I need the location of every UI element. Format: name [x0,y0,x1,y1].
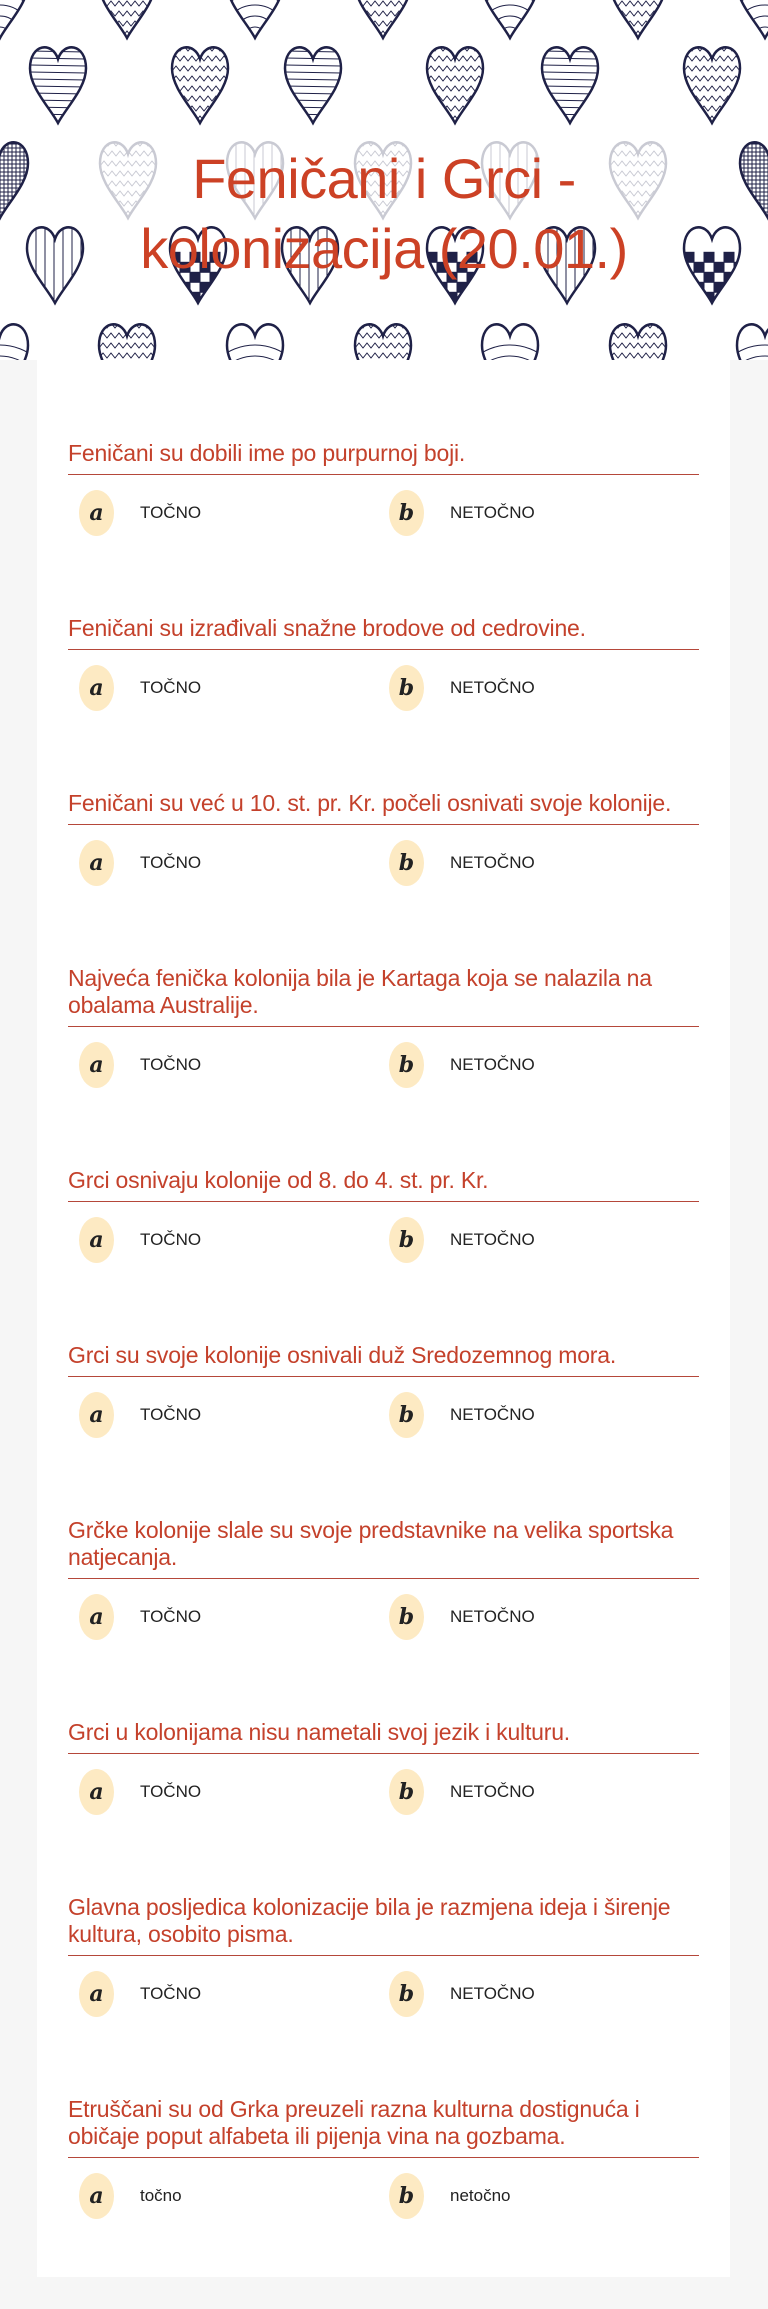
option-b-badge: b [389,490,424,536]
option-a-badge: a [79,1594,114,1640]
question-text: Grci u kolonijama nisu nametali svoj jezik i kulturu. [68,1719,699,1754]
option-a-badge: a [79,1392,114,1438]
option-a[interactable] [79,665,389,711]
question-text: Feničani su dobili ime po purpurnoj boji. [68,440,699,475]
heart-icon [610,323,666,360]
option-a[interactable] [79,1392,389,1438]
heart-icon [0,324,55,360]
question [68,790,699,886]
option-label: NETOČNO [450,1607,535,1626]
answer-options [68,665,699,711]
option-a[interactable] [79,1594,389,1640]
option-label: točno [140,2186,182,2205]
option-label: NETOČNO [450,853,535,872]
option-b-badge: b [389,665,424,711]
option-label: NETOČNO [450,1055,535,1074]
question [68,1167,699,1263]
option-a[interactable] [79,1042,389,1088]
page-title [0,144,768,284]
answer-options [68,1042,699,1088]
option-b[interactable] [389,490,699,536]
answer-options [68,1594,699,1640]
question-text: Glavna posljedica kolonizacije bila je razmjena ideja i širenje kultura, osobito pisma. [68,1894,699,1956]
option-b[interactable] [389,665,699,711]
option-a[interactable] [79,1217,389,1263]
option-label: NETOČNO [450,1782,535,1801]
option-b-badge: b [389,1594,424,1640]
question-text: Grci osnivaju kolonije od 8. do 4. st. pr. Kr. [68,1167,699,1202]
option-label: TOČNO [140,1607,202,1626]
option-label: NETOČNO [450,503,535,522]
answer-options [68,2173,699,2219]
option-a-badge: a [79,1769,114,1815]
option-b[interactable] [389,1971,699,2017]
title-line-2: kolonizacija (20.01.) [140,216,628,280]
option-b[interactable] [389,1042,699,1088]
option-b-badge: b [389,1042,424,1088]
option-label: NETOČNO [450,1230,535,1249]
question [68,2096,699,2219]
question [68,1719,699,1815]
option-a-badge: a [79,1217,114,1263]
heart-icon [710,324,768,360]
header-banner [0,0,768,360]
question-text: Grčke kolonije slale su svoje predstavnike na velika sportska natjecanja. [68,1517,699,1579]
heart-icon [610,0,666,38]
option-a-badge: a [79,665,114,711]
option-a[interactable] [79,1971,389,2017]
option-b[interactable] [389,1594,699,1640]
option-a[interactable] [79,2173,389,2219]
option-label: TOČNO [140,1230,202,1249]
option-b[interactable] [389,840,699,886]
option-b-badge: b [389,2173,424,2219]
question-text: Grci su svoje kolonije osnivali duž Sredozemnog mora. [68,1342,699,1377]
option-label: TOČNO [140,1055,202,1074]
heart-icon [285,47,341,123]
option-b[interactable] [389,1769,699,1815]
option-a-badge: a [79,1971,114,2017]
question [68,615,699,711]
option-a[interactable] [79,1769,389,1815]
title-line-1: Feničani i Grci - [192,146,576,210]
option-b-badge: b [389,1971,424,2017]
answer-options [68,1217,699,1263]
answer-options [68,840,699,886]
question [68,1342,699,1438]
option-b-badge: b [389,1769,424,1815]
option-label: TOČNO [140,1984,202,2003]
heart-icon [172,46,228,123]
question [68,965,699,1088]
heart-icon [355,0,411,38]
question [68,440,699,536]
option-label: netočno [450,2186,511,2205]
question-text: Etruščani su od Grka preuzeli razna kulturna dostignuća i običaje poput alfabeta ili pijenja vina na gozbama. [68,2096,699,2158]
option-label: TOČNO [140,678,202,697]
option-label: TOČNO [140,1782,202,1801]
heart-icon [455,324,565,360]
option-label: NETOČNO [450,1405,535,1424]
heart-icon [684,46,740,123]
question [68,1517,699,1640]
question [68,1894,699,2017]
option-label: TOČNO [140,503,202,522]
option-b-badge: b [389,1217,424,1263]
option-a[interactable] [79,840,389,886]
option-label: NETOČNO [450,1984,535,2003]
question-text: Feničani su već u 10. st. pr. Kr. počeli osnivati svoje kolonije. [68,790,699,825]
heart-icon [30,47,86,123]
option-a-badge: a [79,490,114,536]
option-b[interactable] [389,1217,699,1263]
option-label: TOČNO [140,853,202,872]
answer-options [68,1971,699,2017]
option-a-badge: a [79,840,114,886]
option-a-badge: a [79,1042,114,1088]
option-b[interactable] [389,2173,699,2219]
answer-options [68,1769,699,1815]
heart-icon [200,324,310,360]
heart-icon [99,0,155,38]
option-label: NETOČNO [450,678,535,697]
heart-icon [542,47,598,123]
quiz-card [37,360,730,2277]
option-b-badge: b [389,1392,424,1438]
heart-icon [355,323,411,360]
answer-options [68,1392,699,1438]
answer-options [68,490,699,536]
question-text: Najveća fenička kolonija bila je Kartaga koja se nalazila na obalama Australije. [68,965,699,1027]
heart-icon [427,46,483,123]
option-a-badge: a [79,2173,114,2219]
option-b-badge: b [389,840,424,886]
option-a[interactable] [79,490,389,536]
question-text: Feničani su izrađivali snažne brodove od cedrovine. [68,615,699,650]
heart-icon [99,323,155,360]
option-label: TOČNO [140,1405,202,1424]
option-b[interactable] [389,1392,699,1438]
